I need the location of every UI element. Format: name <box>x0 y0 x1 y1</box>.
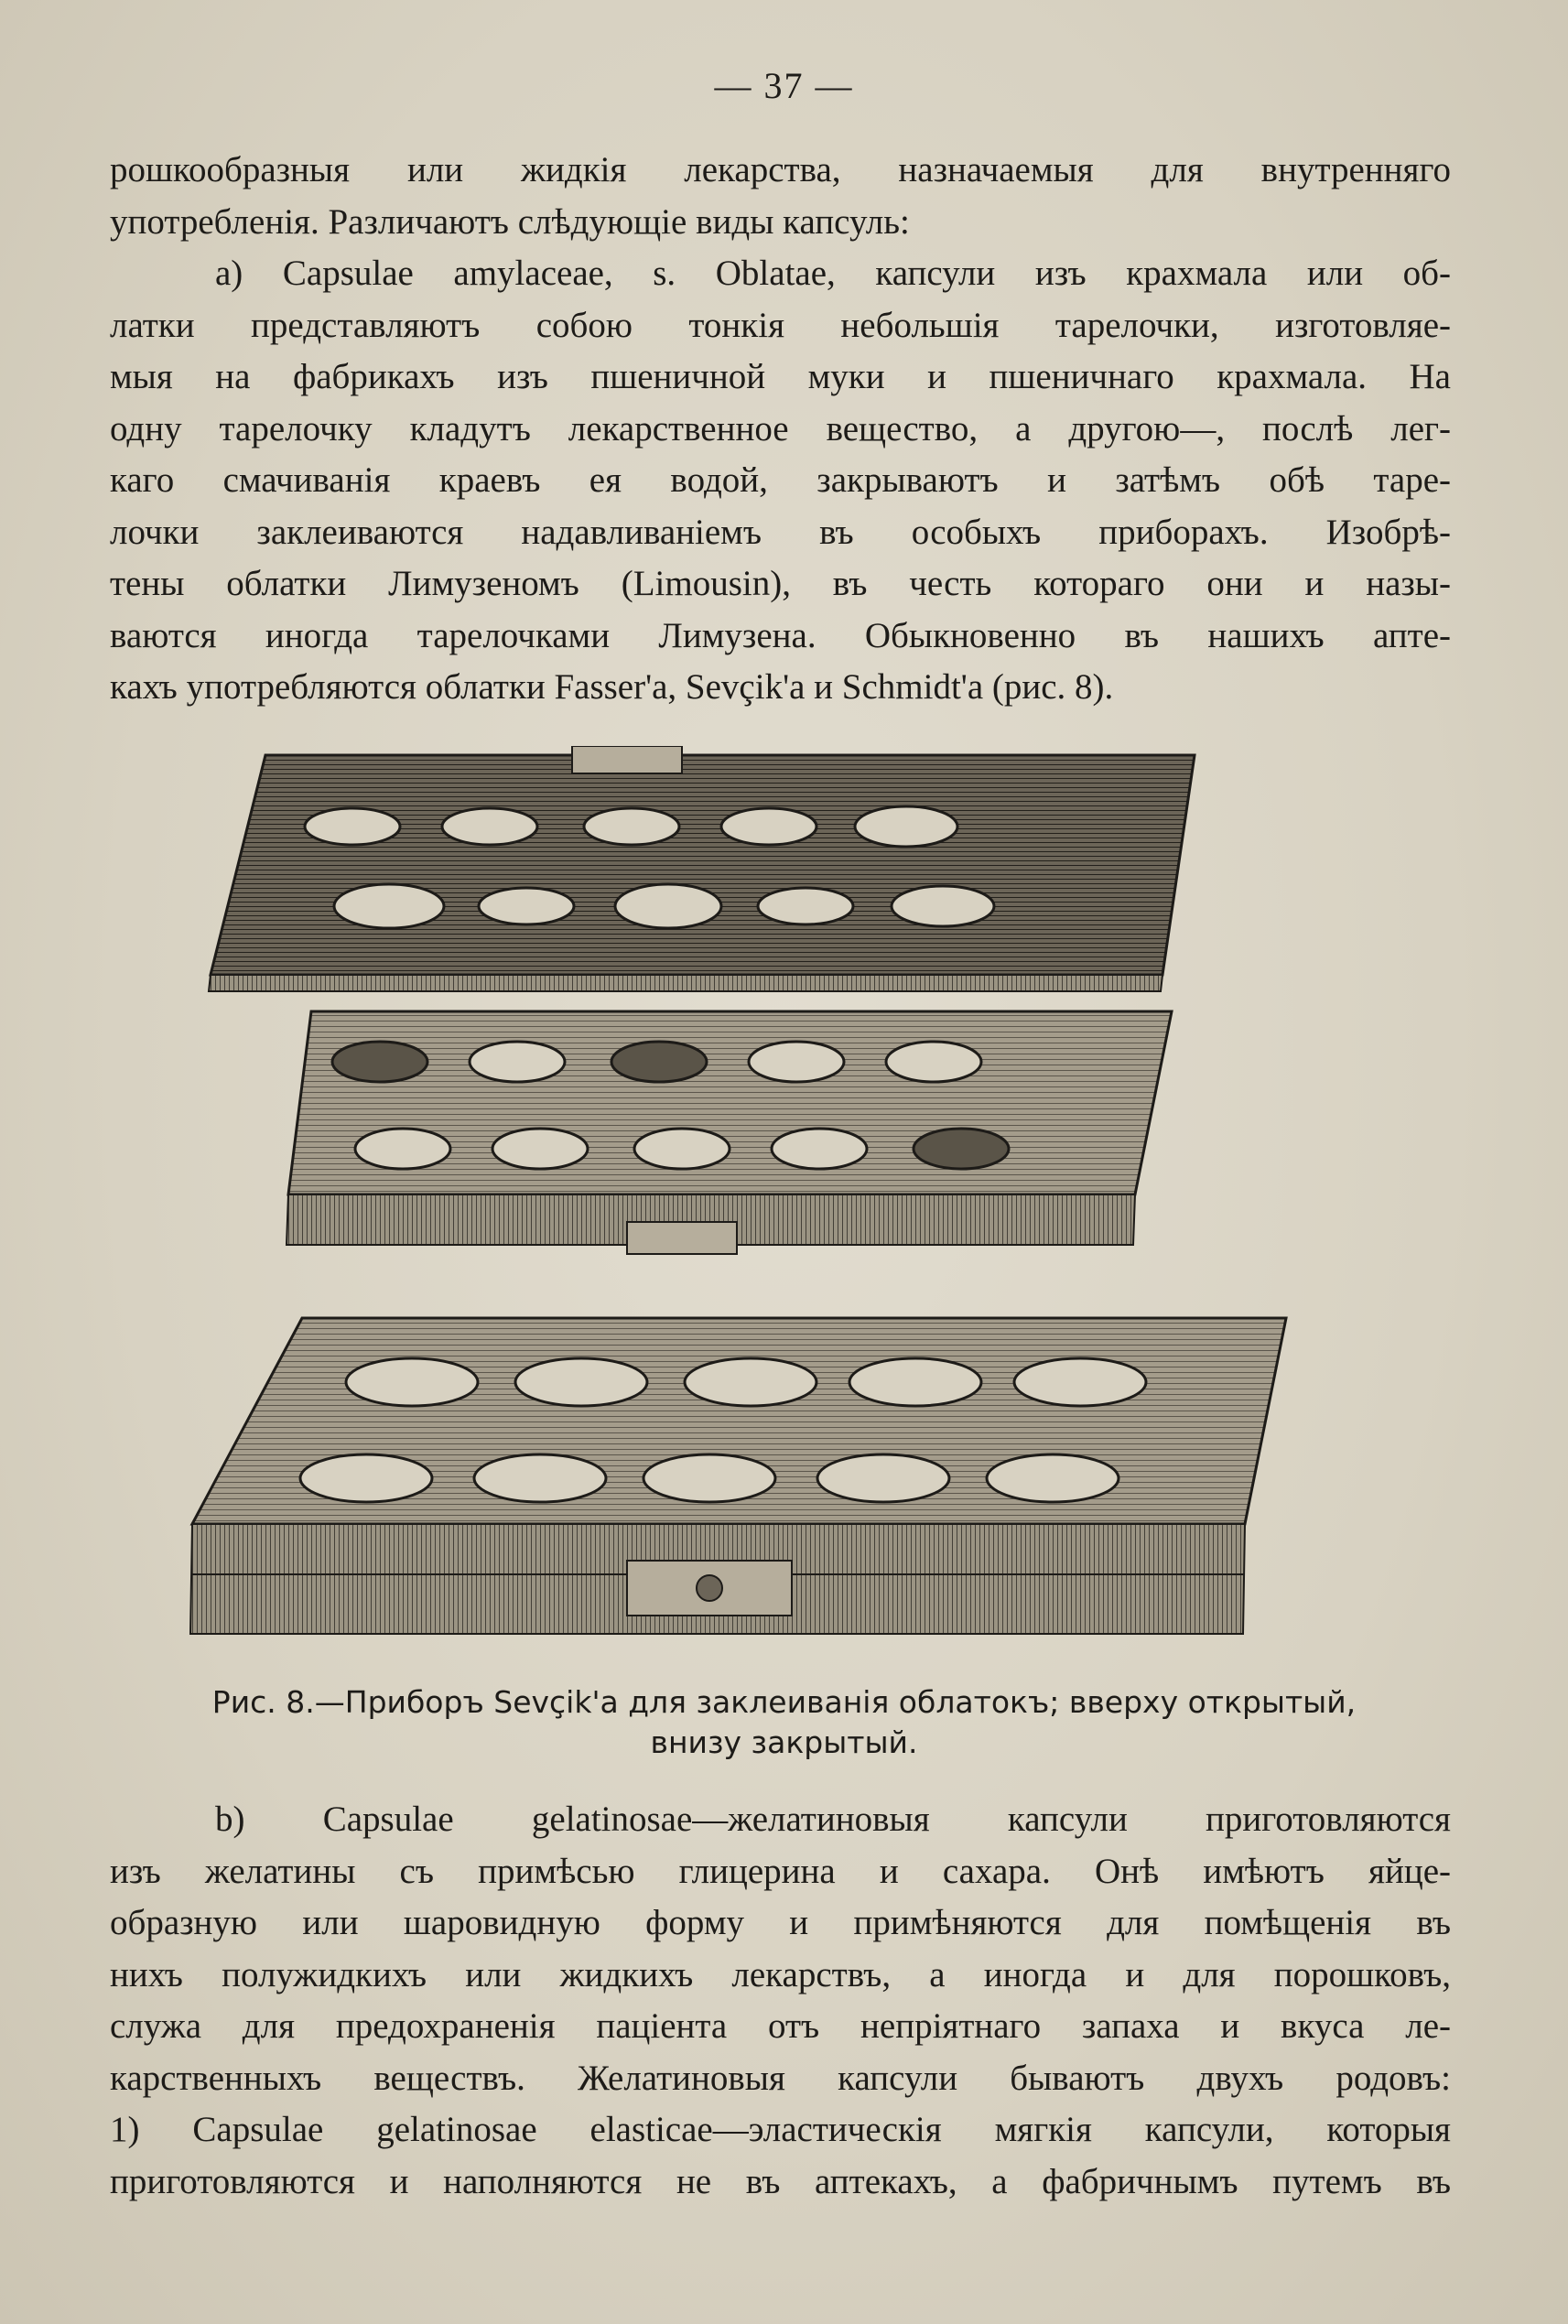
open-base <box>287 1011 1172 1254</box>
figure-engraving <box>183 746 1400 1643</box>
open-lid <box>209 746 1195 991</box>
text-line: употребленія. Различаютъ слѣдующіе виды капсуль: <box>110 201 910 242</box>
text-line: тены облатки Лимузеномъ (Limousin), въ честь котораго они и назы- <box>110 564 1451 603</box>
text-line: латки представляютъ собою тонкія небольшія тарелочки, изготовляе- <box>110 305 1451 345</box>
caption-line: Рис. 8.—Приборъ Sevçik'a для заклеиванія облатокъ; вверху открытый, <box>211 1684 1357 1720</box>
text-line: изъ желатины съ примѣсью глицерина и сахара. Онѣ имѣютъ яйце- <box>110 1851 1451 1891</box>
text-line: каго смачиванія краевъ ея водой, закрываютъ и затѣмъ обѣ таре- <box>110 460 1451 500</box>
text-line: карственныхъ веществъ. Желатиновыя капсули бываютъ двухъ родовъ: <box>110 2058 1451 2098</box>
text-line: рошкообразныя или жидкія лекарства, назначаемыя для внутренняго <box>110 150 1451 189</box>
text-line: лочки заклеиваются надавливаніемъ въ особыхъ приборахъ. Изобрѣ- <box>110 512 1451 552</box>
text-line: приготовляются и наполняются не въ аптекахъ, а фабричнымъ путемъ въ <box>110 2161 1451 2201</box>
text-line: ваются иногда тарелочками Лимузена. Обыкновенно въ нашихъ апте- <box>110 615 1451 655</box>
text-line: нихъ полужидкихъ или жидкихъ лекарствъ, а иногда и для порошковъ, <box>110 1954 1451 1994</box>
text-line: служа для предохраненія пацiента отъ непріятнаго запаха и вкуса ле- <box>110 2006 1451 2046</box>
figure-caption <box>0 1682 1568 1763</box>
text-line: кахъ употребляются облатки Fasser'a, Sevçik'a и Schmidt'a (рис. 8). <box>110 667 1114 707</box>
text-line: a) Capsulae amylaceae, s. Oblatae, капсули изъ крахмала или об- <box>215 254 1451 293</box>
closed-device <box>190 1318 1286 1634</box>
text-line: b) Capsulae gelatinosae—желатиновыя капсули приготовляются <box>215 1800 1451 1839</box>
text-line: мыя на фабрикахъ изъ пшеничной муки и пшеничнаго крахмала. На <box>110 357 1451 396</box>
page-number: — 37 — <box>714 65 854 106</box>
caption-line: внизу закрытый. <box>650 1724 918 1760</box>
text-line: 1) Capsulae gelatinosae elasticae—эластическія мягкія капсули, которыя <box>110 2110 1451 2149</box>
text-line: одну тарелочку кладутъ лекарственное вещество, а другою—, послѣ лег- <box>110 408 1451 449</box>
text-line: образную или шаровидную форму и примѣняются для помѣщенія въ <box>110 1903 1451 1942</box>
paragraph-bottom <box>110 1794 1451 2208</box>
paragraph-top <box>110 145 1451 714</box>
